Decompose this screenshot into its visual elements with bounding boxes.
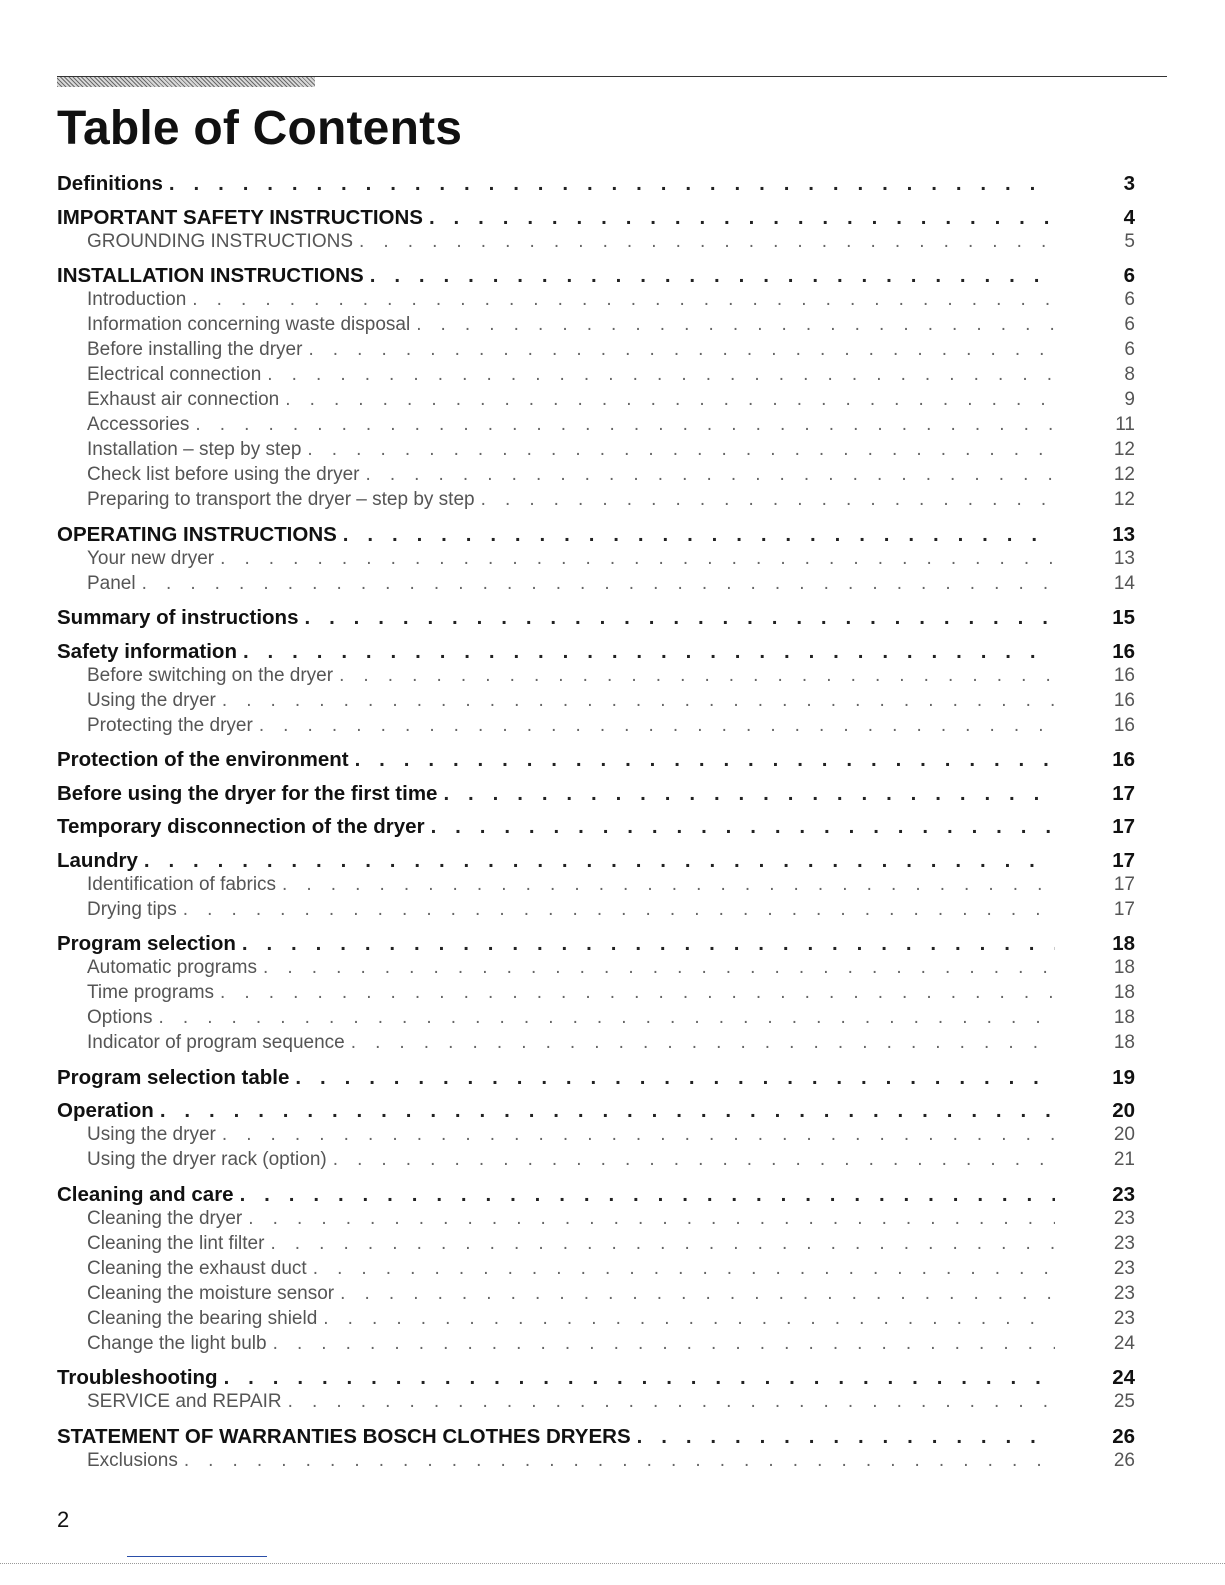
toc-entry-page: 6 [1124, 339, 1135, 360]
footer-link-stub [127, 1556, 267, 1557]
toc-dot-leader [220, 982, 1055, 1004]
toc-entry-sub[interactable] [57, 1333, 1135, 1358]
toc-dot-leader [351, 1032, 1055, 1054]
toc-entry-label: Installation – step by step [87, 439, 302, 460]
toc-dot-leader [158, 1007, 1055, 1029]
toc-entry-main[interactable] [57, 1366, 1135, 1391]
toc-entry-main[interactable] [57, 782, 1135, 807]
toc-entry-label: Check list before using the dryer [87, 464, 360, 485]
toc-dot-leader [222, 1124, 1055, 1146]
toc-entry-label: Indicator of program sequence [87, 1032, 345, 1053]
toc-dot-leader [243, 640, 1055, 664]
toc-dot-leader [481, 489, 1055, 511]
toc-entry-main[interactable] [57, 932, 1135, 957]
toc-entry-label: STATEMENT OF WARRANTIES BOSCH CLOTHES DRYERS [57, 1424, 631, 1448]
toc-entry-label: Your new dryer [87, 547, 215, 569]
toc-dot-leader [355, 748, 1055, 772]
toc-entry-label: Preparing to transport the dryer – step by step [87, 489, 475, 510]
toc-entry-page: 17 [1112, 781, 1135, 805]
toc-entry-main[interactable] [57, 264, 1135, 289]
toc-entry-sub[interactable] [57, 1032, 1135, 1057]
toc-dot-leader [263, 957, 1055, 979]
toc-dot-leader [343, 523, 1055, 547]
toc-dot-leader [273, 1333, 1055, 1355]
toc-entry-sub[interactable] [57, 715, 1135, 740]
header-rule [57, 76, 1167, 77]
toc-entry-page: 20 [1112, 1099, 1135, 1122]
toc-entry-label: IMPORTANT SAFETY INSTRUCTIONS [57, 205, 423, 229]
toc-dot-leader [183, 899, 1055, 921]
toc-dot-leader [144, 849, 1055, 873]
toc-entry-page: 3 [1123, 172, 1135, 195]
toc-dot-leader [305, 606, 1056, 630]
toc-entry-label: Protection of the environment [57, 748, 349, 771]
toc-entry-sub[interactable] [57, 364, 1135, 389]
toc-entry-sub[interactable] [57, 874, 1135, 899]
toc-entry-label: Summary of instructions [57, 606, 299, 629]
toc-dot-leader [270, 1233, 1055, 1255]
toc-entry-label: Change the light bulb [87, 1332, 267, 1354]
toc-entry-page: 13 [1113, 547, 1135, 569]
toc-dot-leader [288, 1391, 1055, 1413]
toc-entry-sub[interactable] [57, 957, 1135, 982]
toc-entry-page: 18 [1113, 957, 1135, 978]
toc-entry-page: 12 [1113, 439, 1135, 460]
toc-entry-label: Cleaning and care [57, 1182, 234, 1206]
toc-entry-main[interactable] [57, 606, 1135, 631]
toc-entry-label: Identification of fabrics [87, 873, 277, 895]
toc-entry-page: 23 [1113, 1282, 1135, 1304]
toc-dot-leader [285, 389, 1055, 411]
toc-entry-page: 26 [1113, 1449, 1135, 1471]
toc-entry-main[interactable] [57, 206, 1135, 231]
toc-dot-leader [308, 339, 1055, 361]
toc-entry-label: Laundry [57, 848, 138, 872]
toc-dot-leader [370, 264, 1055, 288]
toc-entry-page: 18 [1112, 932, 1135, 955]
toc-entry-sub[interactable] [57, 439, 1135, 464]
toc-entry-label: Using the dryer rack (option) [87, 1149, 327, 1170]
toc-entry-sub[interactable] [57, 1124, 1135, 1149]
toc-entry-sub[interactable] [57, 1149, 1135, 1174]
toc-entry-page: 9 [1124, 389, 1135, 410]
toc-entry-sub[interactable] [57, 314, 1135, 339]
toc-dot-leader [282, 874, 1055, 896]
toc-entry-page: 16 [1112, 639, 1135, 663]
toc-dot-leader [184, 1450, 1055, 1472]
toc-entry-page: 18 [1113, 1007, 1135, 1028]
toc-entry-page: 16 [1113, 664, 1135, 686]
toc-entry-page: 23 [1112, 1182, 1135, 1206]
toc-dot-leader [142, 573, 1055, 595]
toc-dot-leader [339, 665, 1055, 687]
toc-entry-sub[interactable] [57, 982, 1135, 1007]
toc-entry-sub[interactable] [57, 690, 1135, 715]
toc-entry-main[interactable] [57, 815, 1135, 840]
toc-entry-sub[interactable] [57, 389, 1135, 414]
toc-entry-page: 23 [1113, 1307, 1135, 1329]
toc-entry-label: SERVICE and REPAIR [87, 1391, 282, 1412]
toc-dot-leader [313, 1258, 1055, 1280]
header-hatched-band [57, 76, 315, 87]
toc-dot-leader [416, 314, 1055, 336]
toc-entry-label: INSTALLATION INSTRUCTIONS [57, 264, 364, 287]
toc-entry-label: Exhaust air connection [87, 389, 280, 410]
toc-entry-label: Operation [57, 1099, 154, 1122]
toc-entry-label: Protecting the dryer [87, 714, 253, 736]
toc-entry-label: Cleaning the exhaust duct [87, 1257, 307, 1279]
toc-entry-page: 5 [1124, 230, 1135, 252]
toc-entry-sub[interactable] [57, 1450, 1135, 1475]
toc-entry-page: 16 [1113, 689, 1135, 711]
toc-entry-page: 19 [1112, 1065, 1135, 1089]
toc-entry-sub[interactable] [57, 899, 1135, 924]
toc-dot-leader [160, 1099, 1055, 1123]
toc-entry-page: 6 [1124, 314, 1135, 335]
toc-entry-sub[interactable] [57, 573, 1135, 598]
toc-entry-page: 18 [1113, 1032, 1135, 1053]
toc-entry-page: 23 [1113, 1232, 1135, 1254]
toc-dot-leader [340, 1283, 1055, 1305]
toc-dot-leader [307, 439, 1055, 461]
toc-entry-page: 26 [1112, 1424, 1135, 1448]
toc-entry-main[interactable] [57, 523, 1135, 548]
toc-entry-label: Safety information [57, 639, 237, 663]
toc-dot-leader [333, 1149, 1055, 1171]
toc-dot-leader [240, 1183, 1055, 1207]
table-of-contents [57, 172, 1135, 1475]
toc-entry-main[interactable] [57, 849, 1135, 874]
toc-entry-label: Accessories [87, 414, 190, 435]
toc-entry-main[interactable] [57, 1099, 1135, 1124]
toc-entry-sub[interactable] [57, 489, 1135, 514]
toc-entry-page: 17 [1113, 898, 1135, 920]
toc-dot-leader [242, 932, 1055, 956]
toc-entry-page: 17 [1112, 815, 1135, 838]
toc-entry-label: Before installing the dryer [87, 339, 303, 360]
toc-entry-label: Cleaning the bearing shield [87, 1307, 318, 1329]
toc-entry-label: Temporary disconnection of the dryer [57, 815, 425, 838]
toc-entry-page: 12 [1113, 464, 1135, 485]
toc-entry-page: 18 [1113, 982, 1135, 1003]
toc-entry-page: 23 [1113, 1257, 1135, 1279]
toc-dot-leader [195, 414, 1055, 436]
toc-entry-label: Using the dryer [87, 689, 216, 711]
toc-entry-page: 6 [1124, 289, 1135, 310]
toc-entry-label: Cleaning the lint filter [87, 1232, 265, 1254]
toc-entry-sub[interactable] [57, 665, 1135, 690]
toc-dot-leader [222, 690, 1055, 712]
toc-entry-main[interactable] [57, 1066, 1135, 1091]
toc-entry-page: 4 [1123, 205, 1135, 229]
toc-dot-leader [192, 289, 1055, 311]
toc-entry-sub[interactable] [57, 1208, 1135, 1233]
toc-entry-page: 25 [1113, 1391, 1135, 1412]
toc-entry-sub[interactable] [57, 548, 1135, 573]
toc-entry-sub[interactable] [57, 464, 1135, 489]
toc-entry-page: 17 [1113, 873, 1135, 895]
toc-entry-page: 20 [1113, 1124, 1135, 1145]
toc-dot-leader [637, 1425, 1055, 1449]
page-title: Table of Contents [57, 102, 463, 155]
toc-entry-sub[interactable] [57, 1258, 1135, 1283]
toc-dot-leader [295, 1066, 1055, 1090]
toc-entry-page: 15 [1112, 606, 1135, 629]
toc-dot-leader [220, 548, 1055, 570]
toc-entry-sub[interactable] [57, 1233, 1135, 1258]
toc-dot-leader [224, 1366, 1055, 1390]
toc-entry-label: Information concerning waste disposal [87, 314, 411, 335]
toc-entry-label: OPERATING INSTRUCTIONS [57, 522, 337, 546]
toc-entry-label: GROUNDING INSTRUCTIONS [87, 230, 353, 252]
toc-entry-label: Program selection table [57, 1065, 290, 1089]
toc-entry-label: Options [87, 1007, 153, 1028]
toc-dot-leader [429, 206, 1055, 230]
toc-entry-page: 23 [1113, 1207, 1135, 1229]
toc-entry-label: Panel [87, 572, 136, 594]
toc-dot-leader [169, 172, 1055, 196]
toc-entry-sub[interactable] [57, 231, 1135, 256]
toc-entry-label: Program selection [57, 932, 236, 955]
toc-entry-label: Cleaning the moisture sensor [87, 1282, 335, 1304]
toc-entry-main[interactable] [57, 1183, 1135, 1208]
page-number: 2 [57, 1507, 70, 1532]
toc-entry-page: 21 [1113, 1149, 1135, 1170]
toc-entry-sub[interactable] [57, 339, 1135, 364]
toc-entry-main[interactable] [57, 1425, 1135, 1450]
toc-entry-label: Cleaning the dryer [87, 1207, 243, 1229]
toc-dot-leader [259, 715, 1055, 737]
footer-dotted-rule [0, 1563, 1225, 1564]
toc-entry-label: Drying tips [87, 898, 177, 920]
toc-entry-label: Troubleshooting [57, 1366, 218, 1389]
toc-entry-label: Exclusions [87, 1449, 178, 1471]
toc-entry-label: Before using the dryer for the first time [57, 781, 438, 805]
toc-entry-page: 8 [1124, 364, 1135, 385]
toc-entry-page: 11 [1115, 414, 1135, 435]
toc-entry-sub[interactable] [57, 1308, 1135, 1333]
toc-entry-sub[interactable] [57, 414, 1135, 439]
toc-entry-page: 14 [1113, 572, 1135, 594]
toc-entry-label: Electrical connection [87, 364, 262, 385]
toc-entry-page: 16 [1112, 748, 1135, 771]
toc-entry-label: Before switching on the dryer [87, 664, 334, 686]
toc-entry-main[interactable] [57, 748, 1135, 773]
toc-entry-sub[interactable] [57, 1283, 1135, 1308]
toc-entry-page: 24 [1112, 1366, 1135, 1389]
toc-entry-label: Introduction [87, 289, 187, 310]
toc-dot-leader [267, 364, 1055, 386]
toc-entry-sub[interactable] [57, 1007, 1135, 1032]
toc-entry-page: 24 [1113, 1332, 1135, 1354]
toc-dot-leader [323, 1308, 1055, 1330]
toc-entry-label: Time programs [87, 982, 215, 1003]
toc-entry-sub[interactable] [57, 289, 1135, 314]
toc-dot-leader [431, 815, 1055, 839]
toc-dot-leader [365, 464, 1055, 486]
toc-entry-label: Automatic programs [87, 957, 258, 978]
toc-entry-label: Definitions [57, 172, 163, 195]
toc-entry-page: 16 [1113, 714, 1135, 736]
toc-dot-leader [248, 1208, 1055, 1230]
toc-entry-main[interactable] [57, 640, 1135, 665]
toc-dot-leader [443, 782, 1055, 806]
toc-dot-leader [359, 231, 1055, 253]
toc-entry-main[interactable] [57, 172, 1135, 197]
toc-entry-page: 13 [1112, 522, 1135, 546]
toc-entry-page: 6 [1123, 264, 1135, 287]
toc-entry-page: 12 [1113, 489, 1135, 510]
toc-entry-page: 17 [1112, 848, 1135, 872]
toc-entry-sub[interactable] [57, 1391, 1135, 1416]
toc-entry-label: Using the dryer [87, 1124, 216, 1145]
